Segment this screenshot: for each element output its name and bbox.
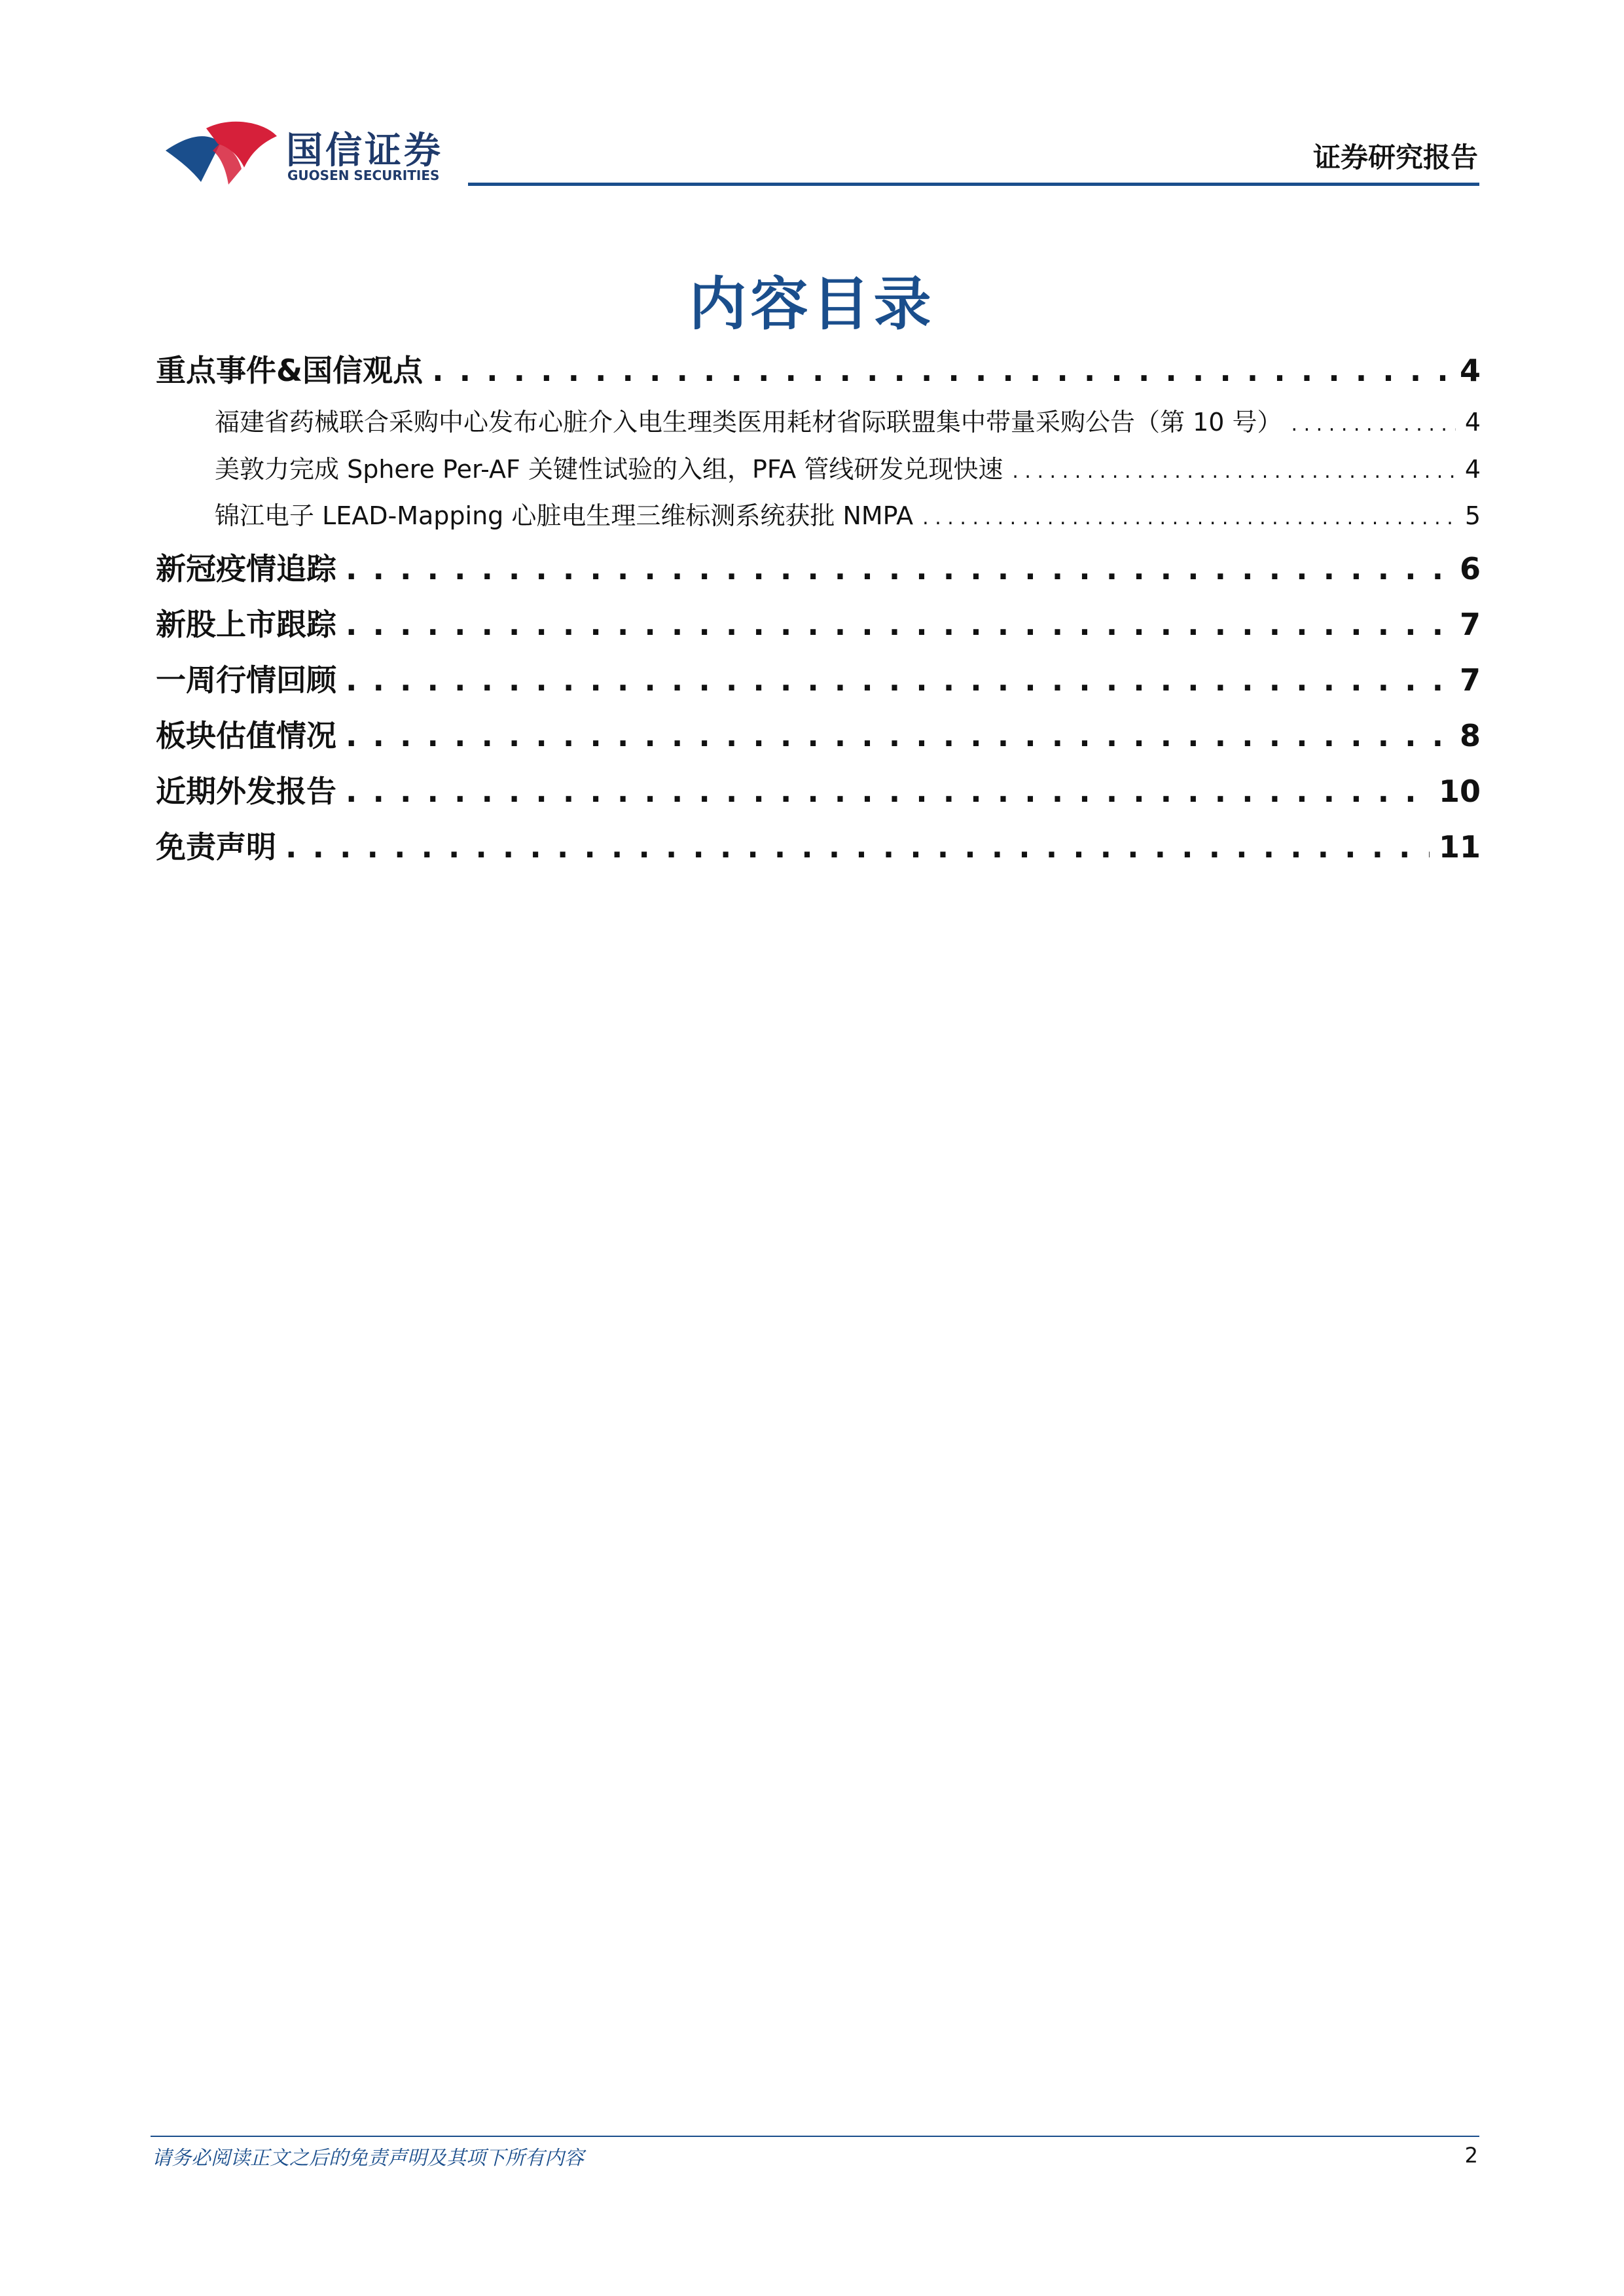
toc-entry-title: 新股上市跟踪 [156,607,336,642]
toc-entry-page: 4 [1464,455,1481,484]
toc-entry-title: 免责声明 [156,829,276,865]
toc-entry-title: 重点事件&国信观点 [156,353,424,388]
toc-entry-page: 5 [1464,501,1481,530]
toc-entry-page: 10 [1438,774,1481,809]
toc-entry-page: 7 [1459,607,1481,642]
toc-entry-fujian-procurement[interactable] [156,402,1481,438]
toc-leader-dots [1012,460,1455,483]
toc-entry-title: 新冠疫情追踪 [156,551,336,586]
toc-entry-page: 7 [1459,662,1481,698]
toc-leader-dots [346,551,1451,586]
footer-divider [151,2136,1479,2137]
toc-entry-medtronic-pfa[interactable] [156,449,1481,485]
logo-name-cn: 国信证券 [286,130,443,172]
toc-entry-recent-reports[interactable] [156,768,1481,811]
toc-entry-page: 6 [1459,551,1481,586]
toc-entry-page: 4 [1464,408,1481,437]
toc-entry-page: 4 [1459,353,1481,388]
toc-entry-page: 8 [1459,718,1481,753]
toc-leader-dots [285,829,1430,865]
toc-entry-title: 福建省药械联合采购中心发布心脏介入电生理类医用耗材省际联盟集中带量采购公告（第 10 号） [215,408,1282,437]
toc-leader-dots [346,718,1451,753]
toc-leader-dots [346,607,1451,642]
toc-entry-title: 板块估值情况 [156,718,336,753]
toc-leader-dots [346,662,1451,698]
toc-leader-dots [922,507,1456,529]
toc-entry-covid-tracking[interactable] [156,545,1481,588]
toc-entry-title: 近期外发报告 [156,774,336,809]
toc-entry-disclaimer[interactable] [156,823,1481,867]
toc-entry-page: 11 [1438,829,1481,865]
toc-title: 内容目录 [689,270,935,338]
report-type-label: 证券研究报告 [1312,141,1478,173]
toc-leader-dots [1291,413,1456,436]
table-of-contents [156,0,1481,2296]
footer-disclaimer-note: 请务必阅读正文之后的免责声明及其项下所有内容 [152,2147,584,2170]
toc-entry-weekly-review[interactable] [156,656,1481,700]
toc-entry-key-events[interactable] [156,347,1481,390]
page-number: 2 [1464,2143,1478,2168]
toc-leader-dots [432,353,1451,388]
toc-entry-title: 锦江电子 LEAD-Mapping 心脏电生理三维标测系统获批 NMPA [215,501,914,530]
toc-entry-title: 一周行情回顾 [156,662,336,698]
toc-entry-sector-valuation[interactable] [156,712,1481,755]
toc-entry-title: 美敦力完成 Sphere Per-AF 关键性试验的入组，PFA 管线研发兑现快速 [215,455,1003,484]
logo-name-en: GUOSEN SECURITIES [287,168,440,183]
toc-leader-dots [346,774,1430,809]
toc-entry-ipo-tracking[interactable] [156,601,1481,644]
toc-entry-jinjiang-mapping[interactable] [156,495,1481,531]
